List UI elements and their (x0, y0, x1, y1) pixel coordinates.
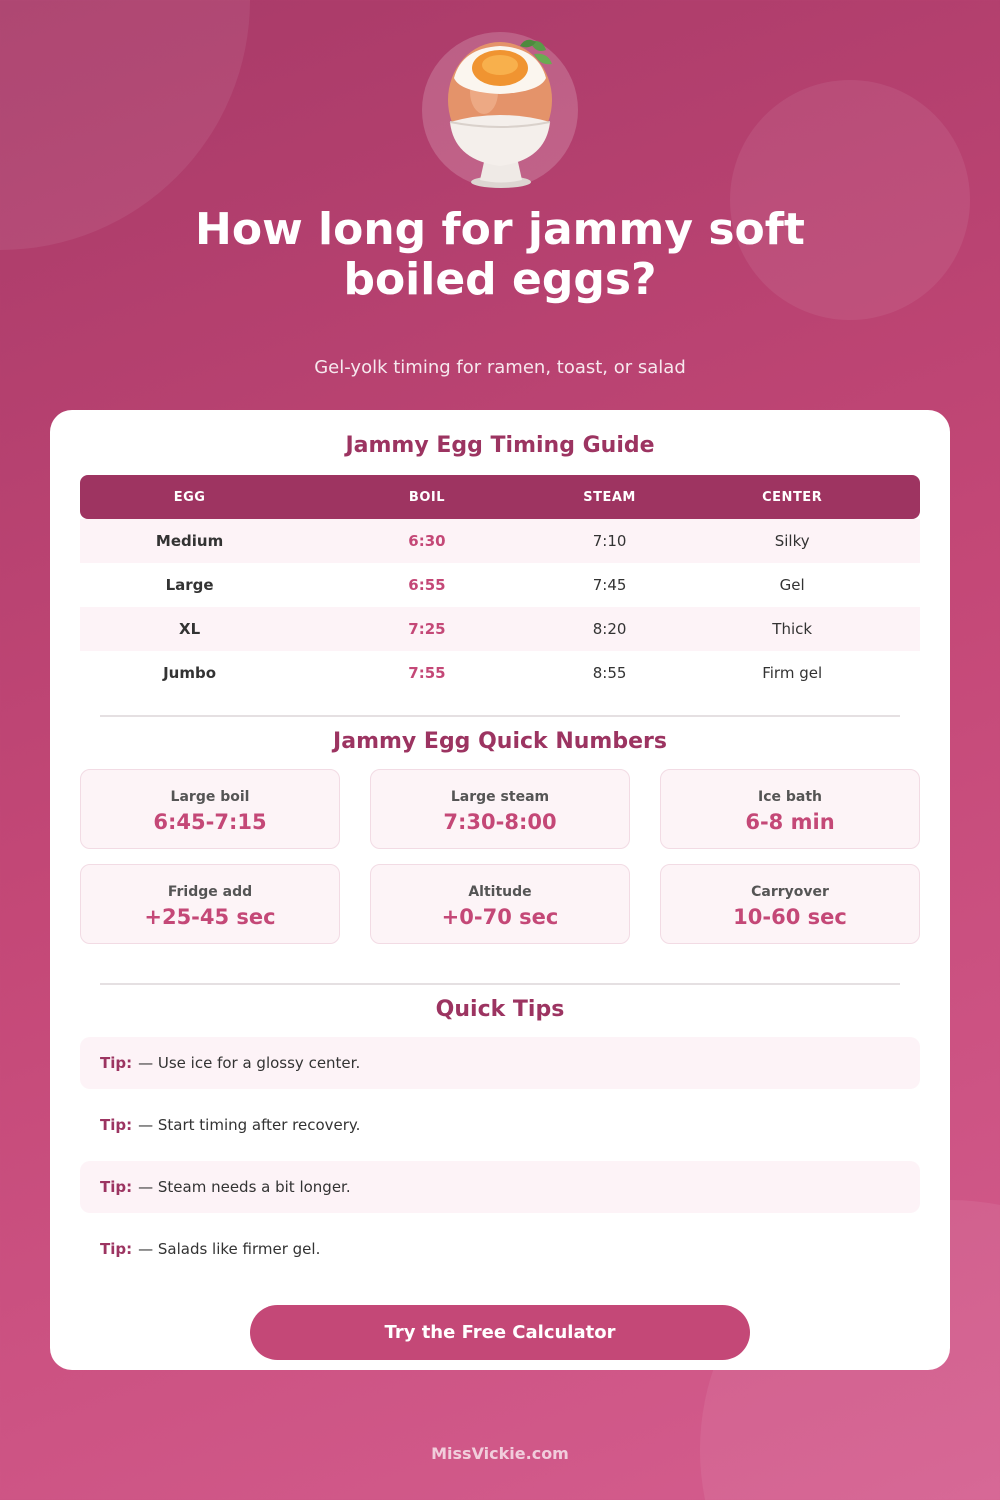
page-title-line: How long for jammy soft (195, 204, 805, 255)
table-row (80, 607, 920, 651)
stat-value: 6:45-7:15 (153, 810, 267, 834)
stat-card-large-steam (370, 769, 630, 849)
timing-guide-title: Jammy Egg Timing Guide (345, 433, 655, 458)
stat-value: +0-70 sec (441, 905, 559, 929)
section-divider (100, 983, 900, 985)
stat-value: 10-60 sec (733, 905, 847, 929)
tip-prefix: Tip: (100, 1240, 133, 1258)
stat-label: Large boil (170, 789, 250, 805)
stat-label: Carryover (751, 884, 829, 900)
tip-text: — Steam needs a bit longer. (138, 1178, 351, 1196)
cell-egg: Large (165, 576, 214, 594)
cell-boil: 7:55 (408, 664, 446, 682)
cell-center: Thick (772, 620, 813, 638)
stat-card-fridge-add (80, 864, 340, 944)
stat-label: Large steam (450, 789, 550, 805)
tip-item (80, 1037, 920, 1089)
stat-label: Altitude (468, 884, 532, 900)
quick-numbers-title: Jammy Egg Quick Numbers (333, 729, 667, 754)
stat-value: 6-8 min (745, 810, 835, 834)
stat-value: 7:30-8:00 (443, 810, 557, 834)
quick-tips-title: Quick Tips (435, 997, 565, 1022)
tip-text: — Salads like firmer gel. (138, 1240, 321, 1258)
tip-item (80, 1099, 920, 1151)
column-header-center: CENTER (762, 489, 823, 505)
section-divider (100, 715, 900, 717)
cell-steam: 7:45 (592, 576, 627, 594)
cell-egg: Jumbo (163, 664, 217, 682)
cell-steam: 8:20 (592, 620, 627, 638)
tip-prefix: Tip: (100, 1116, 133, 1134)
table-row (80, 563, 920, 607)
cell-egg: XL (179, 620, 201, 638)
cell-center: Firm gel (762, 664, 823, 682)
tip-text: — Start timing after recovery. (138, 1116, 361, 1134)
tip-item (80, 1223, 920, 1275)
table-row (80, 651, 920, 695)
cell-boil: 7:25 (408, 620, 446, 638)
cell-center: Silky (774, 532, 810, 550)
table-row (80, 519, 920, 563)
timing-table (80, 475, 920, 695)
stat-card-large-boil (80, 769, 340, 849)
page-title-line: boiled eggs? (343, 254, 657, 305)
cell-steam: 7:10 (592, 532, 627, 550)
cell-center: Gel (779, 576, 805, 594)
column-header-steam: STEAM (583, 489, 636, 505)
table-header-row (80, 475, 920, 519)
content-card (50, 410, 950, 1370)
stat-card-carryover (660, 864, 920, 944)
page-subtitle: Gel-yolk timing for ramen, toast, or salad (314, 357, 686, 378)
column-header-boil: BOIL (408, 489, 445, 505)
tip-item (80, 1161, 920, 1213)
cell-boil: 6:55 (408, 576, 446, 594)
tip-prefix: Tip: (100, 1178, 133, 1196)
column-header-egg: EGG (173, 489, 206, 505)
stat-label: Ice bath (757, 789, 822, 805)
page-title (150, 205, 850, 305)
free-calculator-button[interactable]: Try the Free Calculator (250, 1305, 750, 1360)
tip-text: — Use ice for a glossy center. (138, 1054, 361, 1072)
cell-egg: Medium (155, 532, 224, 550)
footer-brand[interactable]: MissVickie.com (431, 1444, 569, 1463)
cell-boil: 6:30 (408, 532, 446, 550)
stat-card-altitude (370, 864, 630, 944)
soft-boiled-egg-icon (422, 32, 578, 188)
stat-value: +25-45 sec (144, 905, 276, 929)
tip-prefix: Tip: (100, 1054, 133, 1072)
cell-steam: 8:55 (592, 664, 627, 682)
stat-label: Fridge add (167, 884, 253, 900)
stat-card-ice-bath (660, 769, 920, 849)
